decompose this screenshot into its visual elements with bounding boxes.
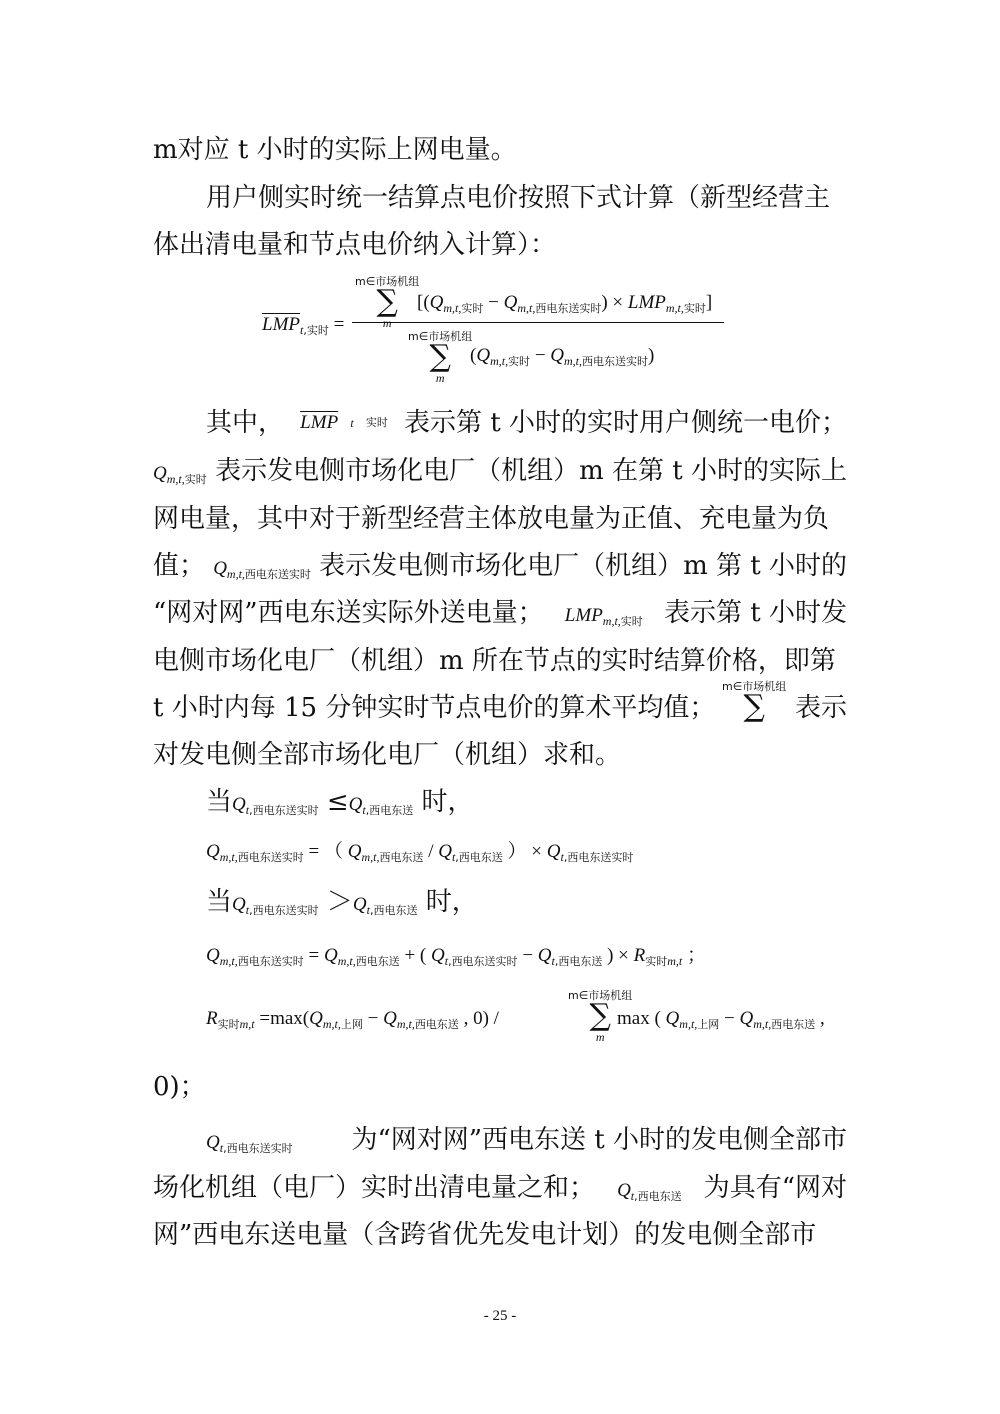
formula-line: $Q_{m,t,西电东送实时} = Q_{m,t,西电东送}$ + ( $Q_{t,西电东送实时} - Q_{t,西电东送}$ ) × $R_{实时m,t}$ ； — [206, 945, 707, 968]
text-line: 网电量，其中对于新型经营主体放电量为正值、充电量为负 — [153, 504, 830, 534]
text-line: $Qt_{,西电东送实时}$ 为“网对网”西电东送 t 小时的发电侧全部市 — [206, 1125, 847, 1155]
numerator: $[(Q_{m,t,实时} - Q_{m,t,西电东送实时}) \times LMP_{m,t,实时}]$ — [417, 292, 713, 315]
text-line: $Qm,t,_{实时}$ 表示发电侧市场化电厂（机组）m 在第 t 小时的实际上 — [153, 456, 847, 486]
text-line: 电侧市场化电厂（机组）m 所在节点的实时结算价格，即第 — [153, 646, 836, 676]
text-line: 其中， $\overline{LMP}$ t 实时 表示第 t 小时的实时用户侧统一电价； — [206, 408, 847, 438]
text-line: t 小时内每 15 分钟实时节点电价的算术平均值； 表示 — [153, 693, 847, 723]
sum-icon: m∈市场机组 ∑ m — [408, 330, 473, 385]
text-line: “网对网”西电东送实际外送电量； $LMPm,t,_{实时}$ 表示第 t 小时发 — [153, 598, 847, 628]
text-line: 对发电侧全部市场化电厂（机组）求和。 — [153, 740, 622, 770]
text-line: 用户侧实时统一结算点电价按照下式计算（新型经营主 — [206, 183, 831, 213]
text-line: m对应 t 小时的实际上网电量。 — [153, 135, 517, 165]
formula-line: $R_{实时m,t} =\max(Q_{m,t,上网} - Q_{m,t,西电东送}$ , 0) / — [206, 1008, 499, 1031]
text-line: 场化机组（电厂）实时出清电量之和； $Qt_{,西电东送}$ 为具有“网对 — [153, 1173, 847, 1203]
text-line: 0)； — [153, 1072, 206, 1102]
denominator: $(Q_{m,t,实时} - Q_{m,t,西电东送实时})$ — [470, 345, 655, 368]
sum-icon: m∈市场机组 ∑ — [722, 680, 787, 724]
text-line: 网”西电东送电量（含跨省优先发电计划）的发电侧全部市 — [153, 1220, 817, 1250]
page-number: - 25 - — [483, 1308, 517, 1324]
formula-line: $Q_{m,t,西电东送实时}$ = （ $Q_{m,t,西电东送} / Q_{t,西电东送}$ ） × $Q_{t,西电东送实时}$ — [206, 841, 634, 864]
text-line: 值； $Qm,t,_{西电东送实时}$ 表示发电侧市场化电厂（机组）m 第 t 小时的 — [153, 551, 847, 581]
sum-icon: m∈市场机组 ∑ m — [568, 989, 633, 1044]
formula-line: max ( $Q_{m,t,上网} - Q_{m,t,西电东送}$ , — [617, 1008, 825, 1031]
condition-line: 当$Qt_{,西电东送实时} >Qt_{,西电东送}$ 时， — [206, 887, 478, 917]
fraction-bar — [352, 322, 724, 323]
text-line: 体出清电量和节点电价纳入计算）： — [153, 230, 557, 260]
lmp-symbol: $\overline{LMP}$ — [262, 314, 300, 335]
sum-icon: m∈市场机组 ∑ — [355, 275, 420, 319]
condition-line: 当$Qt_{,西电东送实时} \le Qt_{,西电东送}$ 时， — [206, 787, 474, 817]
